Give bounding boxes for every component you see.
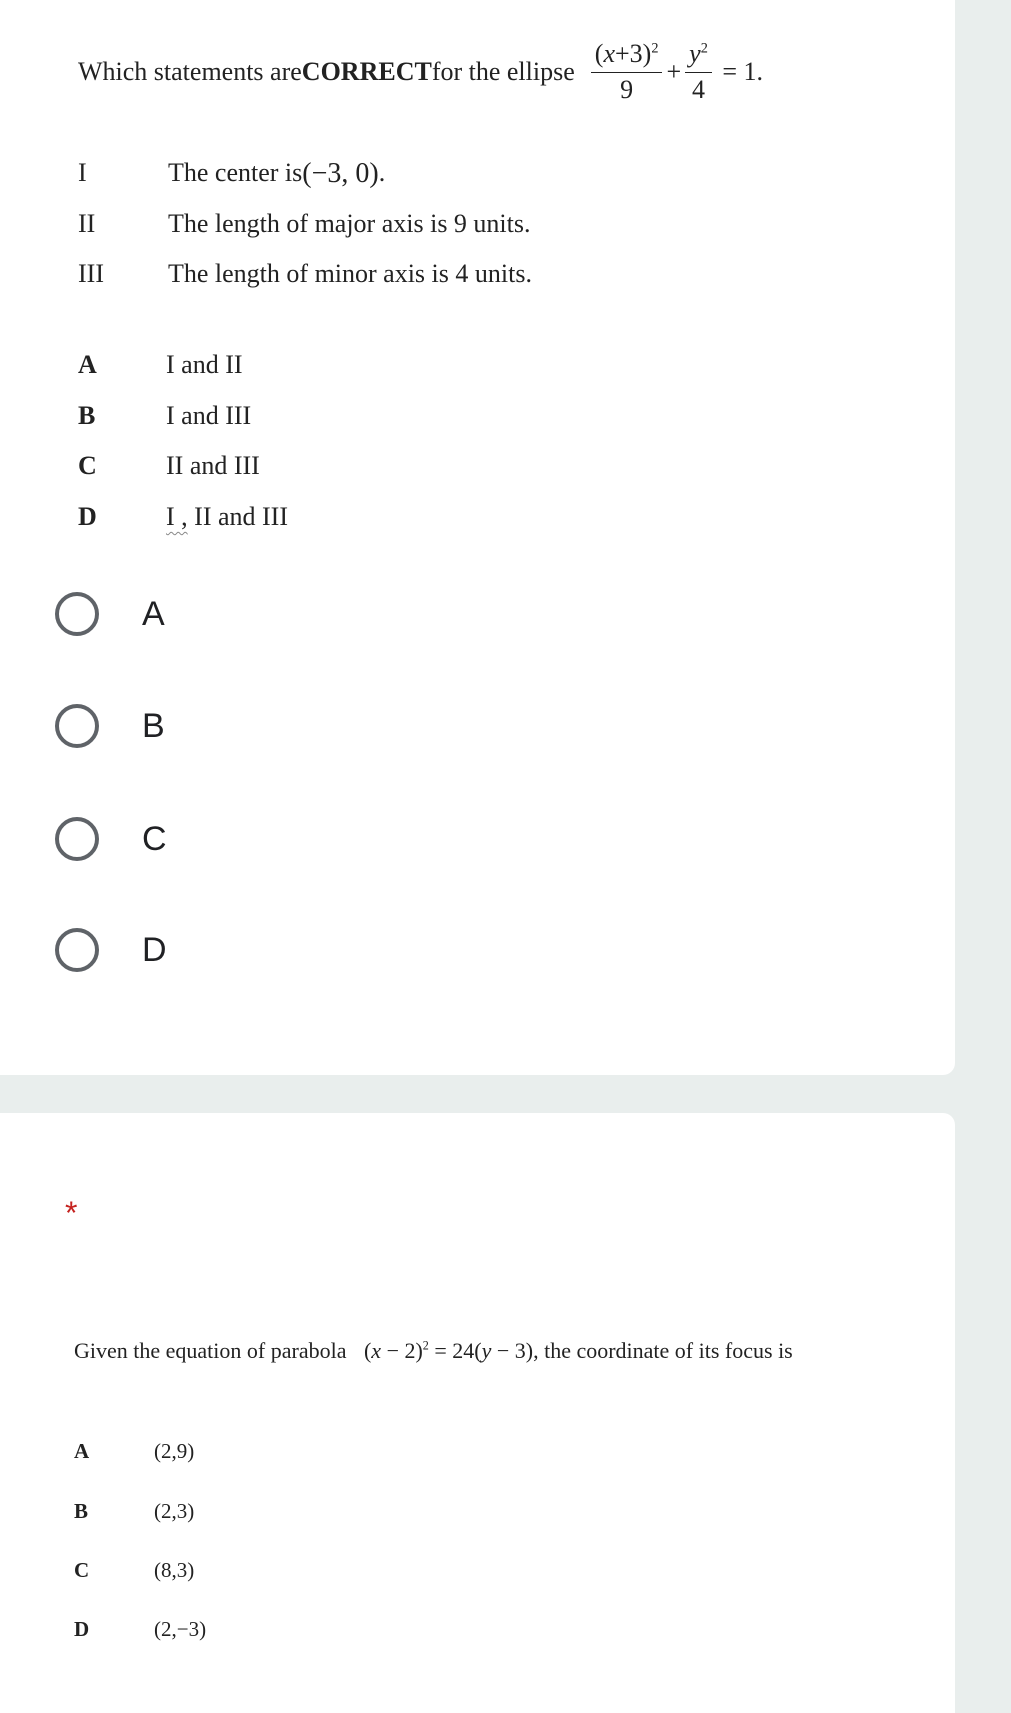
option-a xyxy=(78,350,243,380)
radio-circle[interactable] xyxy=(55,592,99,636)
statement-math: (−3, 0) xyxy=(302,158,379,189)
radio-choice-c[interactable] xyxy=(55,817,167,861)
statement-2 xyxy=(78,209,531,239)
radio-circle[interactable] xyxy=(55,817,99,861)
option-b xyxy=(74,1499,194,1524)
prompt-suffix: , the coordinate of its focus is xyxy=(533,1338,793,1363)
prompt-prefix: Which statements are xyxy=(78,57,302,87)
option-letter: B xyxy=(74,1499,89,1523)
statement-3 xyxy=(78,259,532,289)
option-letter: D xyxy=(74,1617,90,1641)
option-text: I and III xyxy=(166,401,252,430)
option-d xyxy=(74,1617,206,1642)
prompt-prefix: Given the equation of parabola xyxy=(74,1338,347,1363)
option-letter: C xyxy=(74,1558,90,1582)
statement-roman: II xyxy=(78,209,96,238)
parabola-equation: $(x - 2)^2 = 24(y - 3)$ xyxy=(363,1338,534,1363)
option-text-first: I , xyxy=(166,502,188,531)
radio-circle[interactable] xyxy=(55,928,99,972)
radio-label: C xyxy=(142,819,167,858)
ellipse-equation: $\frac{(x+3)^2}{9}$ + $\frac{y^2}{4}$ = 1. xyxy=(587,40,763,104)
question-card-2 xyxy=(0,1113,955,1713)
radio-label: D xyxy=(142,930,167,969)
prompt-suffix: for the ellipse xyxy=(431,57,575,87)
option-value: (2,−3) xyxy=(154,1617,207,1641)
option-text: I and II xyxy=(166,350,243,379)
option-c xyxy=(74,1558,194,1583)
question-1-prompt xyxy=(78,40,763,104)
radio-circle[interactable] xyxy=(55,704,99,748)
statement-text: The center is xyxy=(168,158,303,187)
radio-choice-b[interactable] xyxy=(55,704,165,748)
option-value: (2,3) xyxy=(154,1499,195,1523)
radio-label: B xyxy=(142,706,165,745)
prompt-bold: CORRECT xyxy=(301,57,432,87)
question-2-prompt xyxy=(74,1338,793,1364)
option-value: (8,3) xyxy=(154,1558,195,1582)
radio-label: A xyxy=(142,594,165,633)
statement-text: The length of minor axis is 4 units. xyxy=(168,259,532,288)
option-a xyxy=(74,1439,194,1464)
option-letter: A xyxy=(74,1439,90,1463)
option-letter: C xyxy=(78,451,97,480)
option-d xyxy=(78,502,288,532)
option-text: II and III xyxy=(166,451,260,480)
statement-roman: I xyxy=(78,158,87,187)
option-b xyxy=(78,401,251,431)
statement-text-suffix: . xyxy=(378,158,386,187)
option-letter: A xyxy=(78,350,97,379)
option-value: (2,9) xyxy=(154,1439,195,1463)
option-letter: D xyxy=(78,502,97,531)
option-text-rest: II and III xyxy=(187,502,289,531)
statement-roman: III xyxy=(78,259,104,288)
statement-text: The length of major axis is 9 units. xyxy=(168,209,531,238)
option-letter: B xyxy=(78,401,96,430)
statement-1 xyxy=(78,158,385,190)
radio-choice-d[interactable] xyxy=(55,928,167,972)
required-asterisk: * xyxy=(65,1195,78,1231)
option-c xyxy=(78,451,260,481)
radio-choice-a[interactable] xyxy=(55,592,165,636)
